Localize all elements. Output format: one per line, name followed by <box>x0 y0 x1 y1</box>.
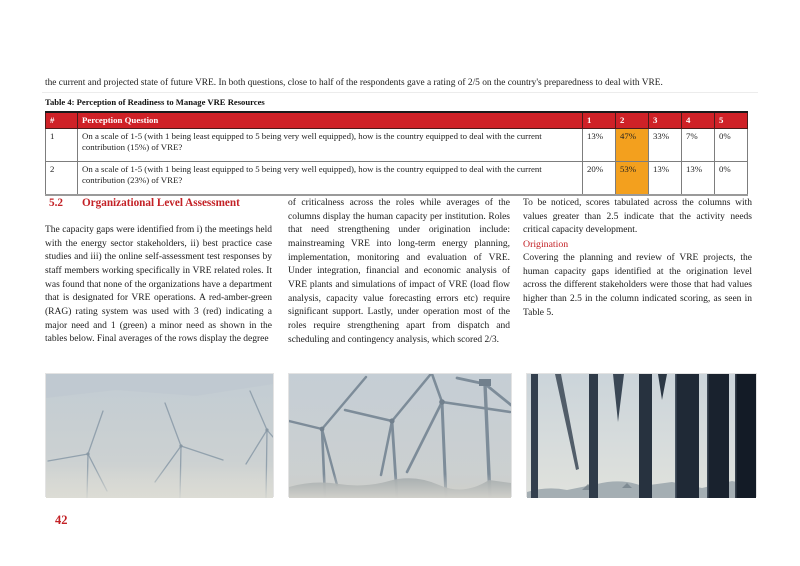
rating-cell-5: 0% <box>715 129 748 162</box>
rating-cell-3: 13% <box>649 161 682 194</box>
table-header-row <box>46 112 748 129</box>
rating-cell-1: 13% <box>583 129 616 162</box>
photo-wind-turbines-closeup <box>288 373 512 497</box>
table-row <box>46 161 748 194</box>
photo-turbine-towers-dark-svg <box>527 374 756 498</box>
rating-cell-3: 33% <box>649 129 682 162</box>
column-header-num: # <box>46 112 78 129</box>
rating-cell-2-highlighted: 47% <box>616 129 649 162</box>
table-row <box>46 129 748 162</box>
rating-cell-2-highlighted: 53% <box>616 161 649 194</box>
perception-table <box>45 111 748 196</box>
section-heading <box>49 197 279 209</box>
origination-heading: Origination <box>523 239 569 251</box>
question-cell: On a scale of 1-5 (with 1 being least equipped to 5 being very well equipped), how is the country equipped to deal with the current contribution (23%) of VRE? <box>78 161 583 194</box>
photo-turbine-towers-dark <box>526 373 757 497</box>
column-3-paragraph-1: To be noticed, scores tabulated across the columns with values greater than 2.5 indicate that the activity needs critical capacity development. <box>523 198 752 236</box>
photo-wind-turbines-distant-svg <box>46 374 273 498</box>
column-header-3: 3 <box>649 112 682 129</box>
row-number-cell: 1 <box>46 129 78 162</box>
rating-cell-5: 0% <box>715 161 748 194</box>
section-title: Organizational Level Assessment <box>81 197 240 209</box>
photo-wind-turbines-distant <box>45 373 274 497</box>
rating-cell-4: 13% <box>682 161 715 194</box>
question-cell: On a scale of 1-5 (with 1 being least equipped to 5 being very well equipped), how is the country equipped to deal with the current contribution (15%) of VRE? <box>78 129 583 162</box>
photo-wind-turbines-closeup-svg <box>289 374 511 498</box>
body-column-2: of criticalness across the roles while averages of the columns display the human capacity per institution. Roles that need strengthening under origination include: mainstreaming VRE into long-term energy planning, implementation, monitoring and evaluation of VRE. Under integration, financial and economic analysis of VRE plants and simulations of impact of VRE (load flow analysis, capacity value forecasting errors etc) require significant support. Lastly, under operation most of the roles require strengthening apart from dispatch and scheduling and contingency analysis, which scored 2/3. <box>288 198 510 345</box>
divider-line <box>42 92 758 93</box>
column-header-5: 5 <box>715 112 748 129</box>
photo-strip <box>45 373 757 497</box>
section-number: 5.2 <box>49 197 63 209</box>
column-3-paragraph-2: Covering the planning and review of VRE projects, the human capacity gaps identified at the origination level across the different stakeholders were those that had values higher than 2.5 in the column indicated scoring, as seen in Table 5. <box>523 253 752 318</box>
intro-paragraph: the current and projected state of future VRE. In both questions, close to half of the respondents gave a rating of 2/5 on the country's preparedness to deal with VRE. <box>45 78 663 88</box>
rating-cell-1: 20% <box>583 161 616 194</box>
rating-cell-4: 7% <box>682 129 715 162</box>
column-header-4: 4 <box>682 112 715 129</box>
table-caption: Table 4: Perception of Readiness to Manage VRE Resources <box>45 97 265 107</box>
column-header-1: 1 <box>583 112 616 129</box>
body-column-1: The capacity gaps were identified from i) the meetings held with the energy sector stakeholders, ii) best practice case studies and iii) the online self-assessment test responses by staff members working specifically in VRE related roles. It was found that none of the organizations have a department that is designated for VRE operations. A red-amber-green (RAG) rating system was used with 3 (red) indicating a major need and 1 (green) a minor need as shown in the tables below. Final averages of the rows display the degree <box>45 225 272 345</box>
body-column-3 <box>523 197 752 320</box>
row-number-cell: 2 <box>46 161 78 194</box>
page-number: 42 <box>55 513 68 527</box>
column-header-question: Perception Question <box>78 112 583 129</box>
column-header-2: 2 <box>616 112 649 129</box>
